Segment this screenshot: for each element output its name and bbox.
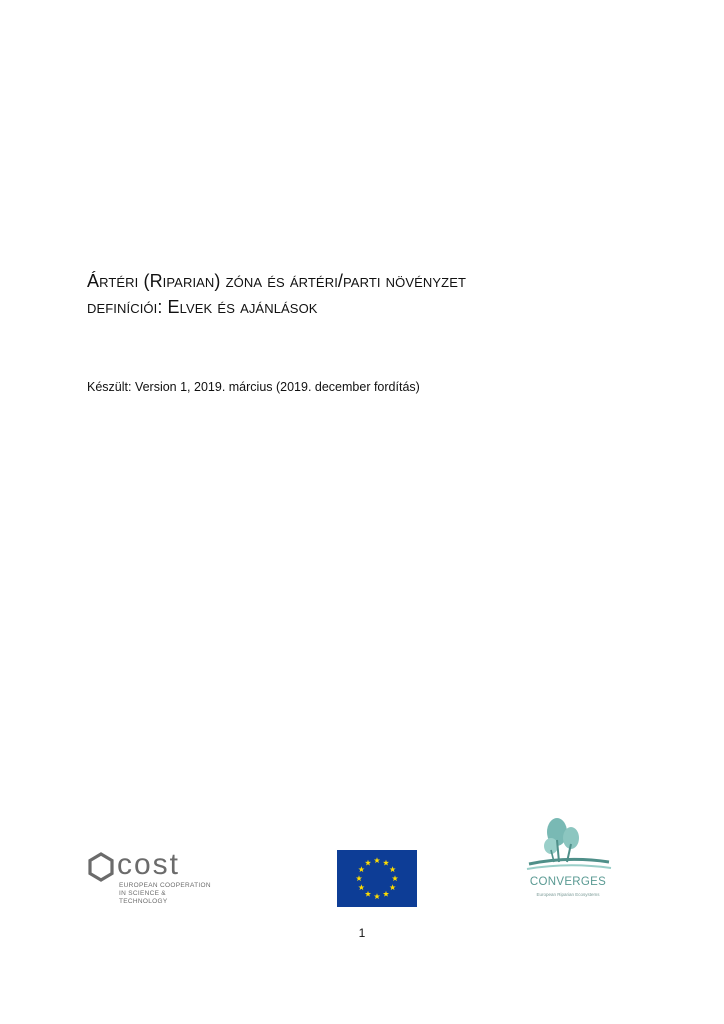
- cost-logo: [87, 848, 212, 905]
- document-title: [87, 268, 647, 320]
- cost-subtitle: [119, 882, 212, 906]
- prepared-text: Version 1, 2019. március (2019. december fordítás): [131, 380, 420, 394]
- cost-subtitle-line-2: IN SCIENCE & TECHNOLOGY: [119, 890, 168, 905]
- prepared-label: Készült:: [87, 380, 132, 394]
- title-line-2: definíciói: Elvek és ajánlások: [87, 297, 318, 317]
- cost-wordmark: cost: [117, 848, 181, 881]
- trees-icon: [513, 812, 623, 876]
- converges-logo: [513, 812, 623, 907]
- cost-subtitle-line-1: EUROPEAN COOPERATION: [119, 882, 211, 889]
- cost-hexagon-icon: [87, 852, 115, 882]
- converges-subtitle: European Riparian Ecosystems: [536, 892, 600, 897]
- eu-flag-icon: [337, 850, 417, 907]
- page-number: 1: [358, 926, 366, 940]
- prepared-info: [87, 380, 420, 394]
- converges-wordmark: CONVERGES: [529, 876, 607, 888]
- title-line-1: Ártéri (Riparian) zóna és ártéri/parti növényzet: [87, 271, 467, 291]
